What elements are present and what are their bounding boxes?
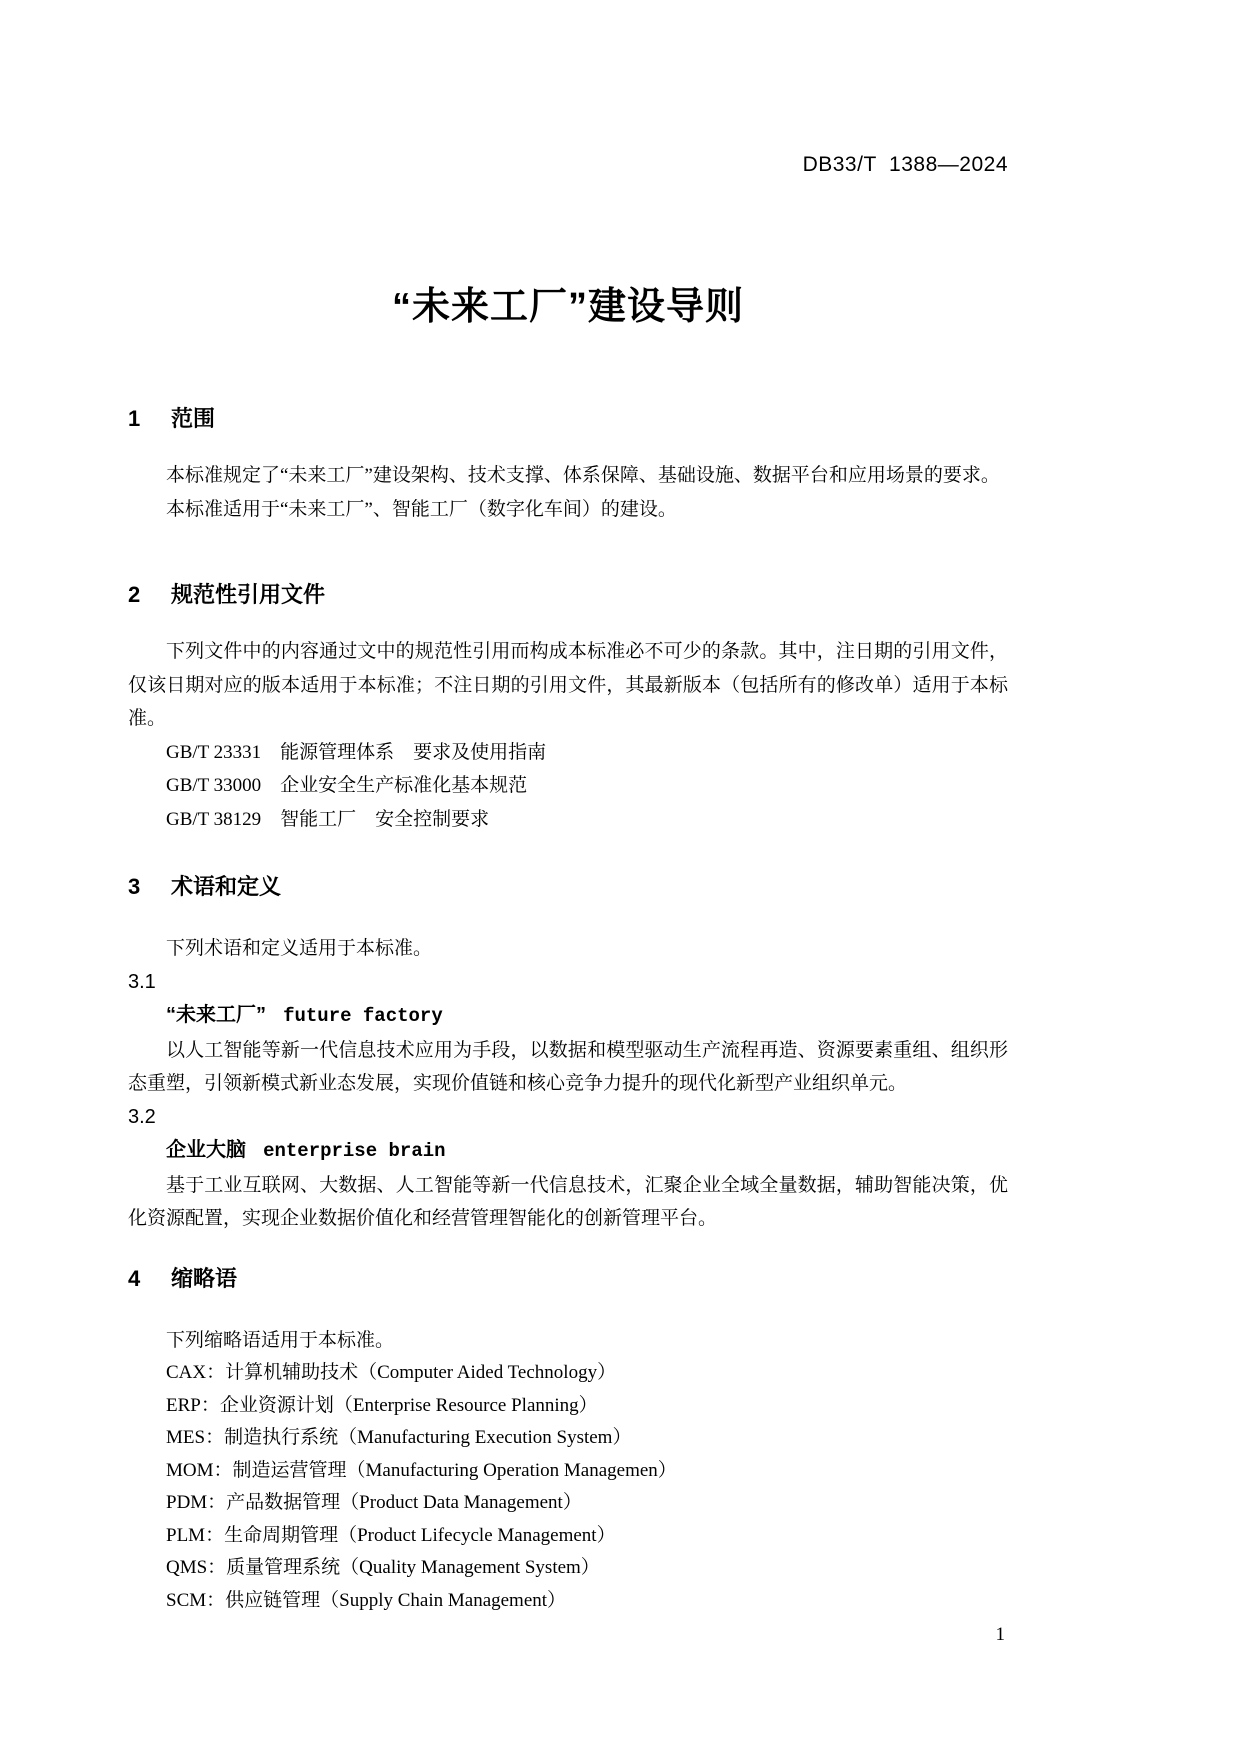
section-normative-references — [128, 578, 1008, 836]
section-normative-references-heading — [128, 578, 1008, 611]
abbreviation-item: ERP：企业资源计划（Enterprise Resource Planning） — [166, 1394, 598, 1416]
section-abbreviations-title: 缩略语 — [171, 1265, 238, 1291]
section-scope-title: 范围 — [171, 406, 216, 431]
section-normative-references-number: 2 — [128, 582, 141, 607]
term-id: 3.2 — [128, 1105, 156, 1128]
term-name-en: future factory — [283, 1005, 443, 1027]
section-terms-definitions-number: 3 — [128, 874, 141, 899]
reference-item: GB/T 33000 企业安全生产标准化基本规范 — [166, 775, 528, 796]
section-abbreviations — [128, 1262, 1008, 1618]
reference-item: GB/T 38129 智能工厂 安全控制要求 — [166, 808, 490, 830]
abbreviation-item: MES：制造执行系统（Manufacturing Execution System） — [166, 1427, 632, 1448]
section-abbreviations-number: 4 — [128, 1265, 141, 1291]
section-abbreviations-heading — [128, 1262, 1008, 1295]
term-id: 3.1 — [128, 970, 156, 993]
section-normative-references-title: 规范性引用文件 — [171, 582, 326, 607]
abbreviation-item: PLM：生命周期管理（Product Lifecycle Management） — [166, 1524, 616, 1546]
section-scope-heading — [128, 402, 1008, 435]
paragraph: 本标准适用于“未来工厂”、智能工厂（数字化车间）的建设。 — [166, 498, 677, 520]
abbreviation-item: CAX：计算机辅助技术（Computer Aided Technology） — [166, 1362, 617, 1383]
doc-title: “未来工厂”建设导则 — [391, 286, 744, 328]
section-intro: 下列缩略语适用于本标准。 — [166, 1329, 395, 1351]
abbreviation-item: SCM：供应链管理（Supply Chain Management） — [166, 1589, 567, 1611]
term-name — [128, 1134, 1008, 1169]
term-definition: 以人工智能等新一代信息技术应用为手段，以数据和模型驱动生产流程再造、资源要素重组、组织形态重塑，引领新模式新业态发展，实现价值链和核心竞争力提升的现代化新型产业组织单元。 — [128, 1039, 1008, 1094]
term-name-zh: 企业大脑 — [166, 1139, 246, 1161]
section-scope — [128, 402, 1008, 526]
abbreviation-item: QMS：质量管理系统（Quality Management System） — [166, 1557, 600, 1578]
abbreviation-item: MOM：制造运营管理（Manufacturing Operation Managemen） — [166, 1459, 677, 1481]
section-terms-definitions — [128, 870, 1008, 1236]
reference-item: GB/T 23331 能源管理体系 要求及使用指南 — [166, 741, 547, 763]
doc-number: DB33/T 1388—2024 — [802, 153, 1008, 176]
page-number: 1 — [995, 1624, 1005, 1645]
term-definition: 基于工业互联网、大数据、人工智能等新一代信息技术，汇聚企业全域全量数据，辅助智能决策，优化资源配置，实现企业数据价值化和经营管理智能化的创新管理平台。 — [128, 1174, 1008, 1229]
term-name — [128, 999, 1008, 1034]
section-terms-definitions-heading — [128, 870, 1008, 903]
section-intro: 下列术语和定义适用于本标准。 — [166, 938, 433, 959]
term-name-en: enterprise brain — [263, 1140, 446, 1162]
section-terms-definitions-title: 术语和定义 — [171, 874, 282, 899]
section-scope-number: 1 — [128, 406, 141, 431]
term-name-zh: “未来工厂” — [166, 1004, 266, 1026]
document-header — [128, 126, 1008, 204]
abbreviation-item: PDM：产品数据管理（Product Data Management） — [166, 1492, 582, 1513]
paragraph: 本标准规定了“未来工厂”建设架构、技术支撑、体系保障、基础设施、数据平台和应用场景的要求。 — [166, 465, 1000, 486]
paragraph: 下列文件中的内容通过文中的规范性引用而构成本标准必不可少的条款。其中，注日期的引用文件，仅该日期对应的版本适用于本标准；不注日期的引用文件，其最新版本（包括所有的修改单）适用于本标准。 — [128, 641, 1008, 729]
